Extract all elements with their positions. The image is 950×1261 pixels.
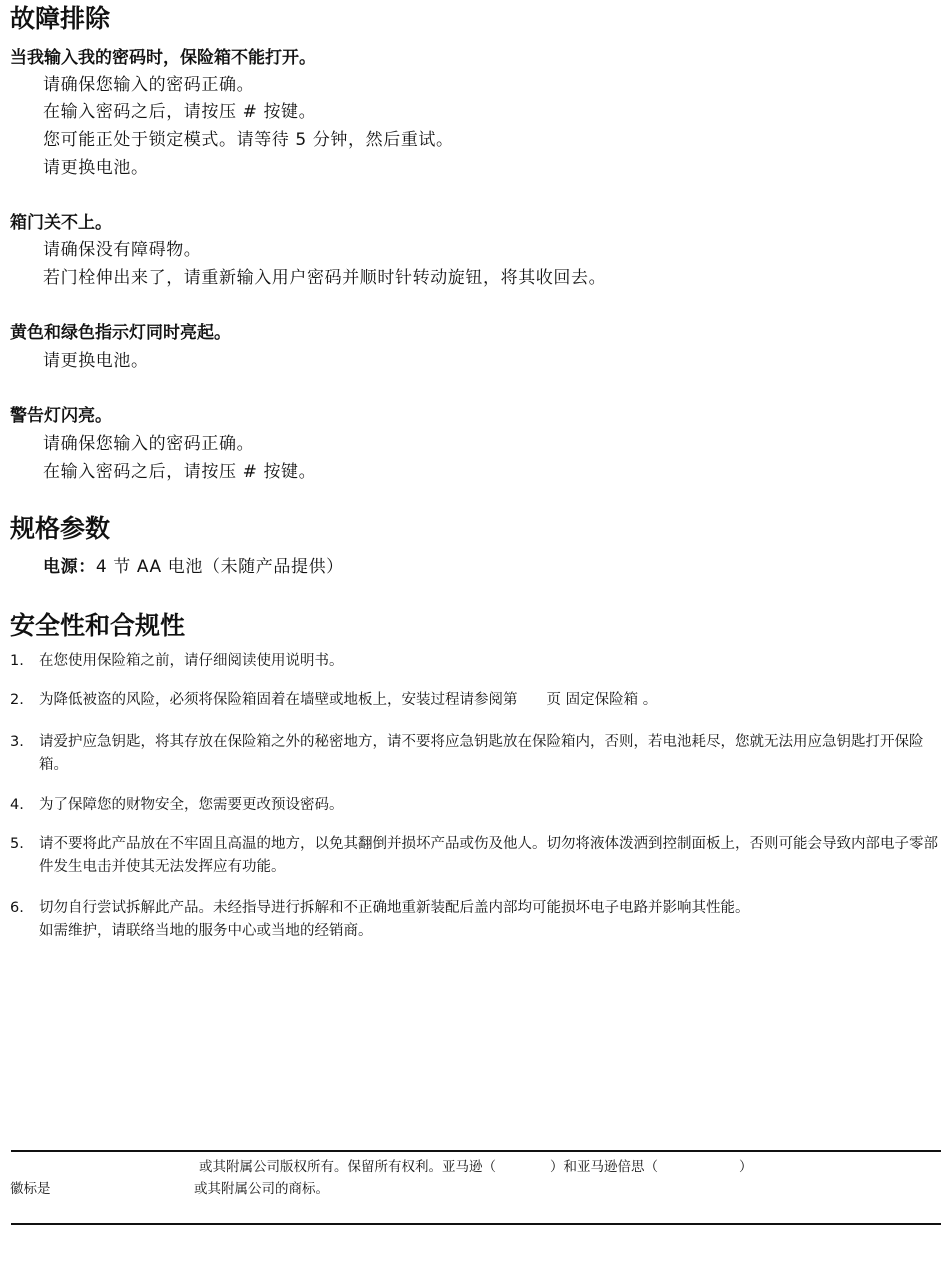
safety-item-number: 2. [10,692,24,708]
safety-item-text: 请不要将此产品放在不牢固且高温的地方，以免其翻倒并损坏产品或伤及他人。切勿将液体泼洒到控制面板上，否则可能会导致内部电子零部件发生电击并使其无法发挥应有功能。 [39,836,938,875]
problem-heading: 黄色和绿色指示灯同时亮起。 [10,323,231,343]
troubleshooting-heading: 故障排除 [10,4,111,33]
footer-top-rule [11,1150,941,1152]
safety-item-text: 为降低被盗的风险，必须将保险箱固着在墙壁或地板上，安装过程请参阅第 页 固定保险箱 。 [39,692,658,708]
footer-trademark: 或其附属公司的商标。 [194,1181,329,1197]
safety-item-number: 5. [10,836,24,852]
safety-item-number: 3. [10,734,24,750]
safety-item-number: 1. [10,653,24,669]
safety-item-number: 6. [10,900,24,916]
solution-text: 在输入密码之后，请按压 # 按键。 [43,462,317,482]
safety-item-number: 4. [10,797,24,813]
problem-heading: 警告灯闪亮。 [10,406,112,426]
problem-heading: 当我输入我的密码时，保险箱不能打开。 [10,48,316,68]
spec-power-value: 4 节 AA 电池（未随产品提供） [95,557,344,577]
solution-text: 在输入密码之后，请按压 # 按键。 [43,102,317,122]
footer-bottom-rule [11,1223,941,1225]
safety-item-text: 切勿自行尝试拆解此产品。未经指导进行拆解和不正确地重新装配后盖内部均可能损坏电子电路并影响其性能。 如需维护，请联络当地的服务中心或当地的经销商。 [39,900,750,939]
solution-text: 若门栓伸出来了，请重新输入用户密码并顺时针转动旋钮，将其收回去。 [43,268,607,288]
specs-heading: 规格参数 [10,514,111,543]
solution-text: 请确保没有障碍物。 [43,240,202,260]
footer-copyright: 或其附属公司版权所有。保留所有权利。亚马逊（ ）和亚马逊倍思（ ） [199,1159,753,1175]
problem-heading: 箱门关不上。 [10,213,112,233]
safety-item-text: 请爱护应急钥匙，将其存放在保险箱之外的秘密地方，请不要将应急钥匙放在保险箱内，否则，若电池耗尽，您就无法用应急钥匙打开保险箱。 [39,734,924,773]
spec-power [43,556,344,578]
safety-item-text: 为了保障您的财物安全，您需要更改预设密码。 [39,797,344,813]
solution-text: 请更换电池。 [43,158,149,178]
solution-text: 请更换电池。 [43,351,149,371]
safety-heading: 安全性和合规性 [10,611,186,640]
solution-text: 您可能正处于锁定模式。请等待 5 分钟，然后重试。 [43,130,454,150]
spec-power-label: 电源： [43,557,96,577]
solution-text: 请确保您输入的密码正确。 [43,434,255,454]
safety-item-text: 在您使用保险箱之前，请仔细阅读使用说明书。 [39,653,344,669]
footer-logo-label: 徽标是 [10,1181,51,1197]
solution-text: 请确保您输入的密码正确。 [43,75,255,95]
